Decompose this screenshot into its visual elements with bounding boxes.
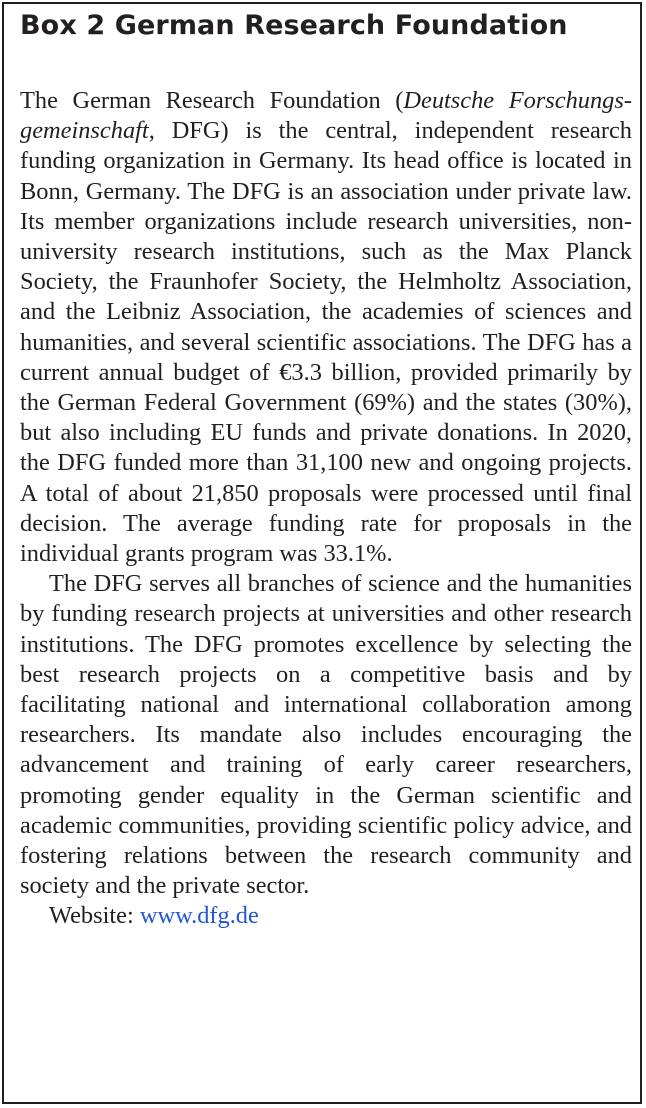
box-title: Box 2 German Research Foundation bbox=[20, 10, 568, 41]
website-line bbox=[20, 901, 632, 931]
paragraph-intro-lead: The German Research Foundation ( bbox=[20, 87, 404, 114]
paragraph-intro-rest: , DFG) is the central, independent research funding organization in Germany. Its head office is located in Bonn, Germany. The DFG is an association under private law. Its member organizations include research universities, non-university research institutions, such as the Max Planck Society, the Fraunhofer Society, the Helmholtz Association, and the Leibniz Association, the academies of sciences and humanities, and several scientific associations. The DFG has a current annual budget of €3.3 billion, provided primarily by the German Federal Government (69%) and the states (30%), but also including EU funds and private donations. In 2020, the DFG funded more than 31,100 new and ongoing projects. A total of about 21,850 proposals were processed until final decision. The average funding rate for proposals in the individual grants program was 33.1%. bbox=[20, 117, 632, 568]
paragraph-mission: The DFG serves all branches of science and the humanities by funding research projects at universities and other research institutions. The DFG promotes excellence by selecting the best research projects on a competitive basis and by facilitating national and international collaboration among researchers. Its mandate also includes encouraging the advancement and training of early career researchers, promoting gender equality in the German scientific and academic communities, providing scientific policy advice, and fostering relations between the research community and society and the private sector. bbox=[20, 570, 632, 900]
website-label: Website: bbox=[49, 902, 140, 930]
website-link[interactable]: www.dfg.de bbox=[139, 902, 259, 930]
paragraph-intro bbox=[20, 86, 632, 569]
box-body bbox=[20, 86, 632, 932]
german-name: Deutsche Forschungsgemeinschaft bbox=[20, 87, 632, 145]
info-box bbox=[2, 2, 642, 1104]
